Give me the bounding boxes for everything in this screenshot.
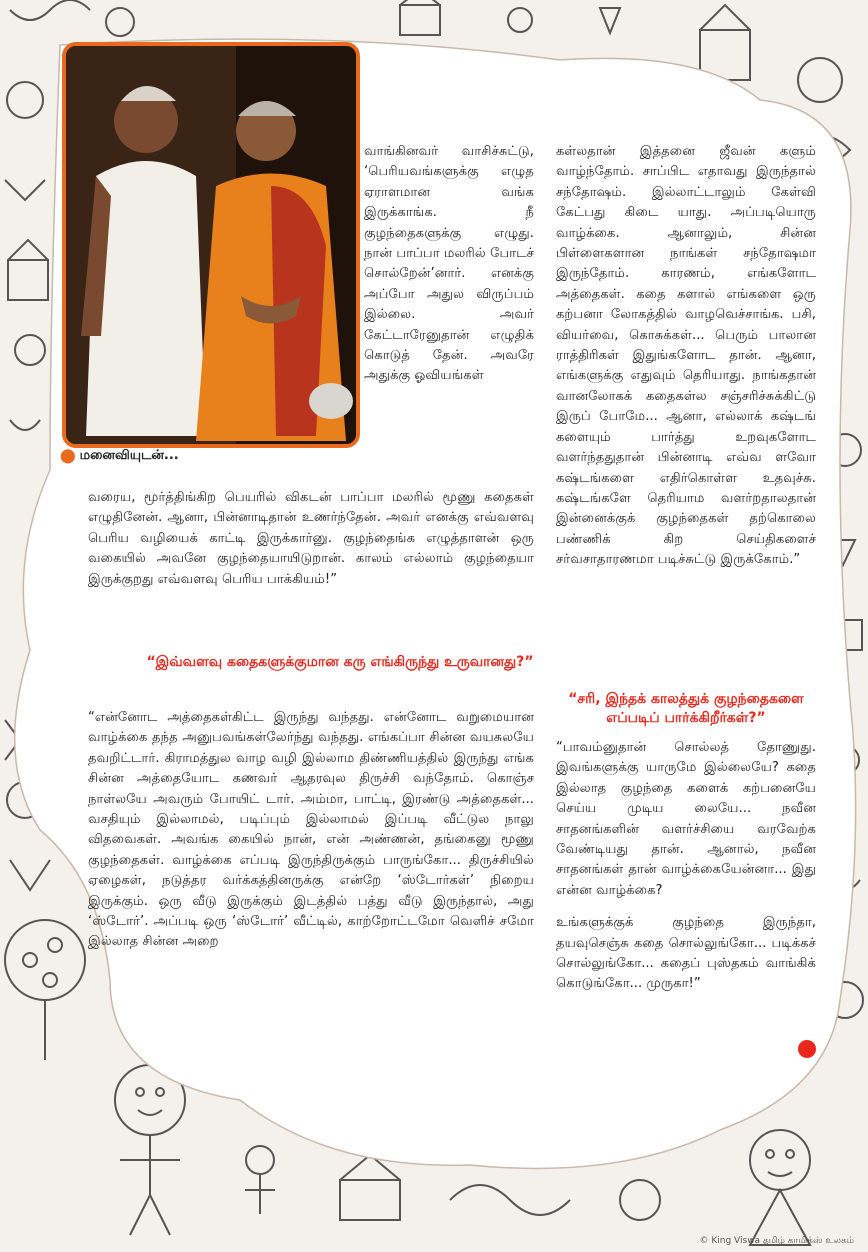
photo-caption bbox=[60, 448, 179, 464]
question-2: “சரி, இந்தக் காலத்துக் குழந்தைகளை எப்படிப் பார்க்கிறீர்கள்?” bbox=[568, 691, 804, 726]
col1-bottom-text bbox=[88, 708, 534, 953]
col2-bottom-paragraph-2: உங்களுக்குக் குழந்தை இருந்தா, தயவுசெஞ்சு கதை சொல்லுங்கோ... படிக்கச் சொல்லுங்கோ... கதைப் புஸ்தகம் வாங்கிக் கொடுங்கோ... முருகா!” bbox=[556, 915, 816, 992]
col2-top-text bbox=[556, 142, 816, 571]
footer-credit: © King Viswa தமிழ் காமிக்ஸ் உலகம் bbox=[699, 1236, 854, 1246]
caption-text: மனைவியுடன்... bbox=[79, 448, 179, 463]
orange-bullet-icon: ⬤ bbox=[60, 448, 76, 464]
col1-mid-paragraph: வரைய, மூர்த்திங்கிற பெயரில் விகடன் பாப்பா மலரில் மூணு கதைகள் எழுதினேன். ஆனா, பின்னாடிதான் உணர்ந்தேன். அவர் எனக்கு எவ்வளவு பெரிய வழியைக் காட்டி இருக்கார்னு. குழந்தைங்க எழுத்தாளன் ஒரு வகையில் அவனே குழந்தையாயிடுறான். காலம் எல்லாம் குழந்தையா இருக்குறது எவ்வளவு பெரிய பாக்கியம்!” bbox=[88, 490, 534, 587]
end-mark-icon bbox=[798, 1040, 816, 1058]
col2-top-paragraph: கள்லதான் இத்தனை ஜீவன் களும் வாழ்ந்தோம். சாப்பிட எதாவது இருந்தால் சந்தோஷம். இல்லாட்டாலும் கேள்வி கேட்பது கிடை யாது. அப்படியொரு வாழ்க்கை. ஆனாலும், சின்ன பிள்ளைகளான நாங்கள் சந்தோஷமா இருந்தோம். காரணம், எங்களோட அத்தைகள். கதை களால் எங்களை ஒரு கற்பனா லோகத்தில் வாழவெச்சாங்க. பசி, வியர்வை, கொசுக்கள்... பெரும் பாலான ராத்திரிகள் இதுங்களோட தான். ஆனா, எங்களுக்கு எதுவும் தெரியாது. நாங்கதான் வானலோகக் கதைகள்ல சஞ்சரிச்சுக்கிட்டு இருப் போமே... ஆனா, எல்லாக் கஷ்டங் களையும் பார்த்து உறவுகளோட வளர்ந்ததுதான் பின்னாடி எவ்வ ளவோ கஷ்டங்களை எதிர்கொள்ள உதவுச்சு. கஷ்டங்களே தெரியாம வளர்றதாலதான் இன்னைக்குக் குழந்தைகள் தற்கொலை பண்ணிக் கிற செய்திகளைச் சர்வசாதாரணமா படிச்சுட்டு இருக்கோம்.” bbox=[556, 144, 816, 568]
col1-top-text bbox=[364, 142, 534, 387]
col1-bottom-paragraph: “என்னோட அத்தைகள்கிட்ட இருந்து வந்தது. என்னோட வறுமையான வாழ்க்கை தந்த அனுபவங்கள்லேர்ந்து வந்தது. எங்கப்பா சின்ன வயசுலயே தவறிட்டார். கிராமத்துல வாழ வழி இல்லாம திண்ணியத்தில் இருந்து எங்க சின்ன அத்தையோட கணவர் ஆதரவுல திருச்சி வந்தோம். கொஞ்ச நாள்லயே அவரும் போயிட் டார். அம்மா, பாட்டி, இரண்டு அத்தைகள்... வசதியும் இல்லாமல், படிப்பும் இல்லாமல் இப்படி வீட்டுல நாலு விதவைகள். அவங்க கையில் நான், என் அண்ணன், தங்கைனு மூணு குழந்தைகள். வாழ்க்கை எப்படி இருந்திருக்கும் பாருங்கோ... திருச்சியில் ஏழைகள், நடுத்தர வர்க்கத்தினருக்கு என்றே ‘ஸ்டோர்கள்’ நிறைய இருக்கும். ஒரு வீடு இருக்கும் இடத்தில் பத்து வீடு இருந்தால், அது ‘ஸ்டோர்’. அப்படி ஒரு ‘ஸ்டோர்’ வீட்டில், காற்றோட்டமோ வெளிச் சமோ இல்லாத சின்ன அறை bbox=[88, 710, 534, 950]
question-1: “இவ்வளவு கதைகளுக்குமான கரு எங்கிருந்து உருவானது?” bbox=[146, 654, 534, 670]
col1-top-paragraph: வாங்கினவர் வாசிச்சுட்டு, ‘பெரியவங்களுக்கு எழுத ஏராளமான வங்க இருக்காங்க. நீ குழந்தைகளுக்கு எழுது. நான் பாப்பா மலரில் போடச் சொல்றேன்’னார். எனக்கு அப்போ அதுல விருப்பம் இல்லை. அவர் கேட்டாரேனுதான் எழுதிக் கொடுத் தேன். அவரே அதுக்கு ஓவியங்கள் bbox=[364, 144, 534, 384]
col2-bottom-text bbox=[556, 738, 816, 995]
col2-bottom-paragraph-1: “பாவம்னுதான் சொல்லத் தோணுது. இவங்களுக்கு யாருமே இல்லையே? கதை இல்லாத குழந்தை களைக் கற்பனையே செய்ய முடிய லையே... நவீன சாதனங்களின் வளர்ச்சியை வரவேற்க வேண்டியது தான். ஆனால், நவீன சாதனங்கள் தான் வாழ்க்கையேன்னா... இது என்ன வாழ்க்கை? bbox=[556, 740, 816, 898]
couple-photo bbox=[62, 42, 360, 448]
col1-mid-text bbox=[88, 488, 534, 590]
elderly-couple-photo-icon bbox=[66, 46, 356, 444]
